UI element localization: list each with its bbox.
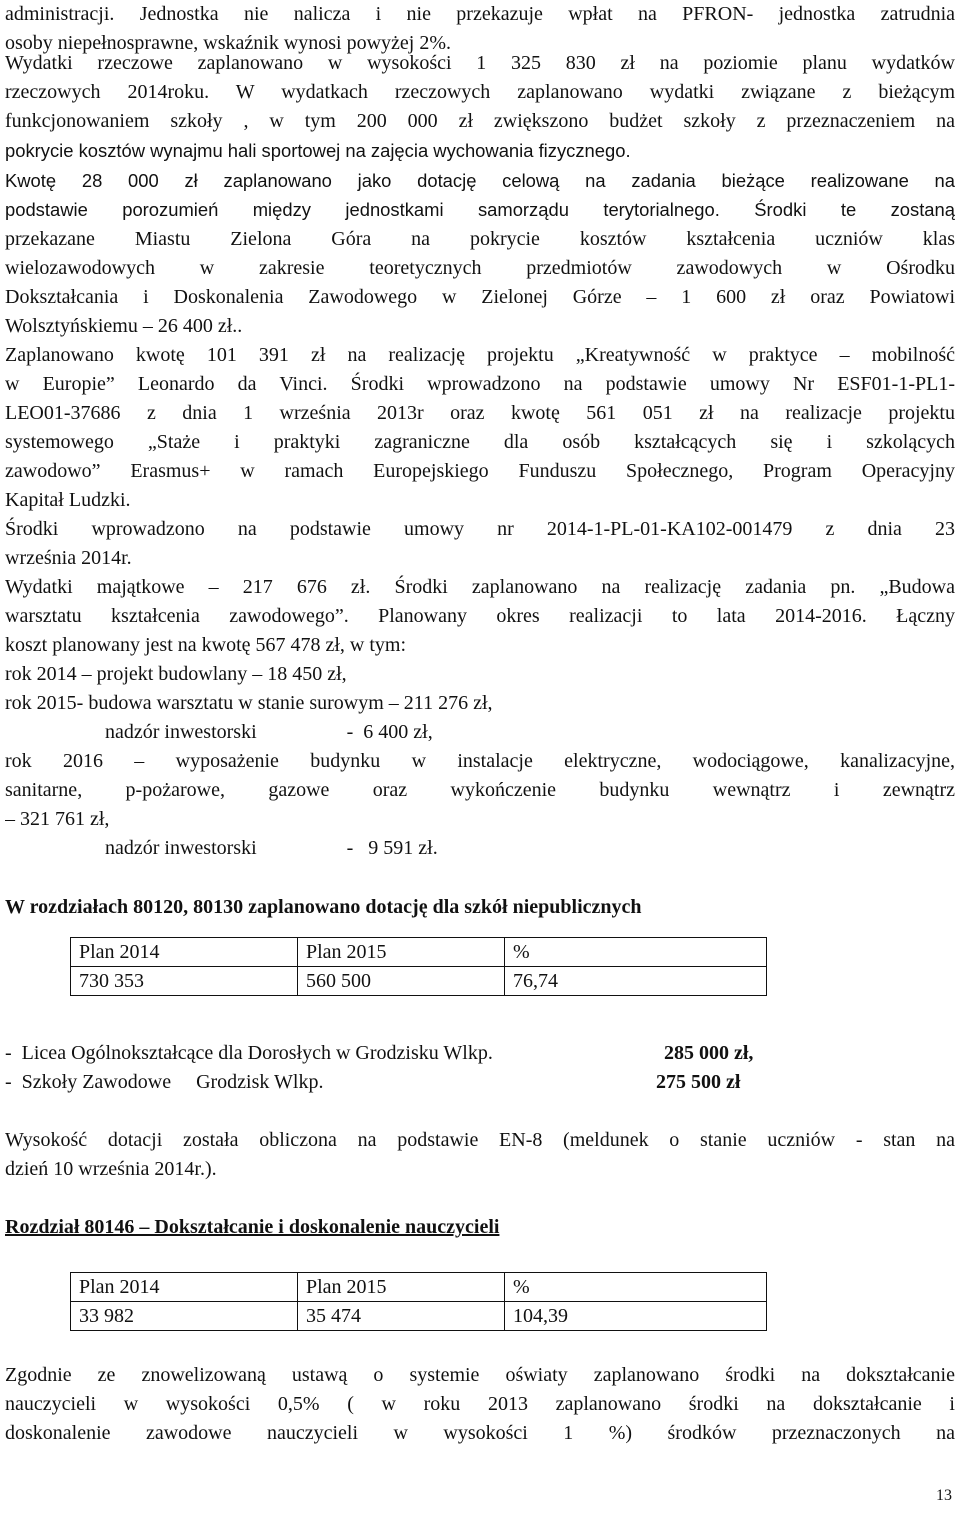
text-line: rok 2014 – projekt budowlany – 18 450 zł, — [5, 663, 347, 685]
table-header-cell: Plan 2015 — [298, 938, 505, 967]
table-cell: 104,39 — [505, 1302, 767, 1331]
text-line: podstawie porozumień między jednostkami samorządu terytorialnego. Środki te zostaną — [5, 199, 955, 220]
text-line: Środki wprowadzono na podstawie umowy nr 2014-1-PL-01-KA102-001479 z dnia 23 — [5, 518, 955, 540]
table-cell: 730 353 — [71, 967, 298, 996]
text-line: Wolsztyńskiemu – 26 400 zł.. — [5, 315, 243, 337]
text-line: – 321 761 zł, — [5, 808, 110, 830]
table-row — [71, 1302, 767, 1331]
text-line: rok 2015- budowa warsztatu w stanie surowym – 211 276 zł, — [5, 692, 493, 714]
text-line: rzeczowych 2014roku. W wydatkach rzeczowych zaplanowano wydatki związane z bieżącym — [5, 81, 955, 103]
section-heading: W rozdziałach 80120, 80130 zaplanowano dotację dla szkół niepublicznych — [5, 896, 642, 918]
list-item-amount: 285 000 zł, — [664, 1042, 754, 1064]
table-header-cell: Plan 2014 — [71, 938, 298, 967]
text-line: warsztatu kształcenia zawodowego”. Planowany okres realizacji to lata 2014-2016. Łączny — [5, 605, 955, 627]
text-line: w Europie” Leonardo da Vinci. Środki wprowadzono na podstawie umowy Nr ESF01-1-PL1- — [5, 373, 955, 395]
text-line: Dokształcania i Doskonalenia Zawodowego w Zielonej Górze – 1 600 zł oraz Powiatowi — [5, 286, 955, 308]
text-line: dzień 10 września 2014r.). — [5, 1158, 217, 1180]
section-heading: Rozdział 80146 – Dokształcanie i doskonalenie nauczycieli — [5, 1216, 500, 1238]
text-line: Wydatki majątkowe – 217 676 zł. Środki zaplanowano na realizację zadania pn. „Budowa — [5, 576, 955, 598]
text-line: nadzór inwestorski - 6 400 zł, — [105, 721, 433, 743]
text-line: sanitarne, p-pożarowe, gazowe oraz wykończenie budynku wewnątrz i zewnątrz — [5, 779, 955, 801]
text-line: koszt planowany jest na kwotę 567 478 zł, w tym: — [5, 634, 407, 656]
list-item-label: - Licea Ogólnokształcące dla Dorosłych w Grodzisku Wlkp. — [5, 1042, 493, 1064]
text-line: doskonalenie zawodowe nauczycieli w wysokości 1 %) środków przeznaczonych na — [5, 1422, 955, 1444]
text-line: LEO01-37686 z dnia 1 września 2013r oraz kwotę 561 051 zł na realizacje projektu — [5, 402, 955, 424]
budget-table — [70, 1272, 767, 1331]
text-line: Wydatki rzeczowe zaplanowano w wysokości 1 325 830 zł na poziomie planu wydatków — [5, 52, 955, 74]
text-line: funkcjonowaniem szkoły , w tym 200 000 zł zwiększono budżet szkoły z przeznaczeniem na — [5, 110, 955, 132]
table-header-cell: Plan 2014 — [71, 1273, 298, 1302]
table-cell: 35 474 — [298, 1302, 505, 1331]
text-line: Zgodnie ze znowelizowaną ustawą o systemie oświaty zaplanowano środki na dokształcanie — [5, 1364, 955, 1386]
text-line: Wysokość dotacji została obliczona na podstawie EN-8 (meldunek o stanie uczniów - stan na — [5, 1129, 955, 1151]
list-item-amount: 275 500 zł — [656, 1071, 741, 1093]
text-line: Zaplanowano kwotę 101 391 zł na realizację projektu „Kreatywność w praktyce – mobilność — [5, 344, 955, 366]
table-header-row — [71, 938, 767, 967]
text-line: przekazane Miastu Zielona Góra na pokrycie kosztów kształcenia uczniów klas — [5, 228, 955, 250]
table-cell: 33 982 — [71, 1302, 298, 1331]
table-header-cell: Plan 2015 — [298, 1273, 505, 1302]
text-line: osoby niepełnosprawne, wskaźnik wynosi powyżej 2%. — [5, 32, 452, 54]
budget-table — [70, 937, 767, 996]
text-line: września 2014r. — [5, 547, 132, 569]
text-line: Kapitał Ludzki. — [5, 489, 131, 511]
text-line: rok 2016 – wyposażenie budynku w instalacje elektryczne, wodociągowe, kanalizacyjne, — [5, 750, 955, 772]
text-line: systemowego „Staże i praktyki zagraniczne dla osób kształcących się i szkolących — [5, 431, 955, 453]
text-line: Kwotę 28 000 zł zaplanowano jako dotację celową na zadania bieżące realizowane na — [5, 170, 955, 191]
list-item-label: - Szkoły Zawodowe Grodzisk Wlkp. — [5, 1071, 324, 1093]
table-header-row — [71, 1273, 767, 1302]
text-line: nadzór inwestorski - 9 591 zł. — [105, 837, 438, 859]
page-number: 13 — [936, 1487, 952, 1504]
text-line: wielozawodowych w zakresie teoretycznych przedmiotów zawodowych w Ośrodku — [5, 257, 955, 279]
text-line: administracji. Jednostka nie nalicza i nie przekazuje wpłat na PFRON- jednostka zatrudnia — [5, 3, 955, 25]
table-cell: 76,74 — [505, 967, 767, 996]
table-header-cell: % — [505, 938, 767, 967]
table-header-cell: % — [505, 1273, 767, 1302]
text-line: pokrycie kosztów wynajmu hali sportowej na zajęcia wychowania fizycznego. — [5, 140, 631, 161]
table-cell: 560 500 — [298, 967, 505, 996]
text-line: zawodowo” Erasmus+ w ramach Europejskiego Funduszu Społecznego, Program Operacyjny — [5, 460, 955, 482]
table-row — [71, 967, 767, 996]
text-line: nauczycieli w wysokości 0,5% ( w roku 2013 zaplanowano środki na dokształcanie i — [5, 1393, 955, 1415]
